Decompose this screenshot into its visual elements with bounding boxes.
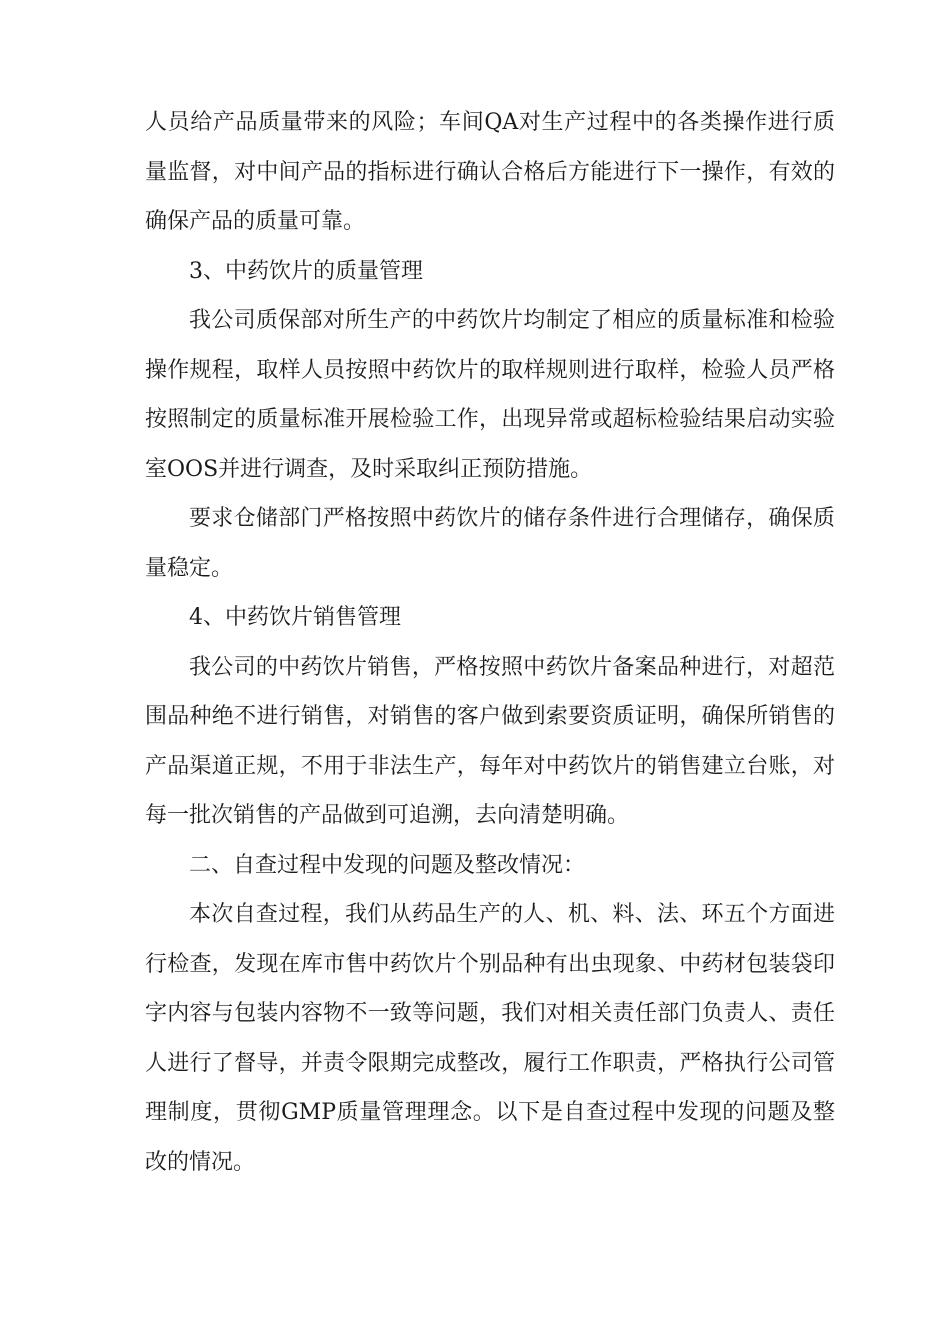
document-body: [145, 98, 835, 1187]
paragraph-quality-standards: 我公司质保部对所生产的中药饮片均制定了相应的质量标准和检验操作规程，取样人员按照中药饮片的取样规则进行取样，检验人员严格按照制定的质量标准开展检验工作，出现异常或超标检验结果启动实验室OOS并进行调查，及时采取纠正预防措施。: [145, 308, 835, 482]
section-heading-issues-rectification: 二、自查过程中发现的问题及整改情况：: [189, 852, 586, 878]
section-heading-sales-management: 4、中药饮片销售管理: [189, 605, 401, 630]
paragraph-qa-supervision: 人员给产品质量带来的风险；车间QA对生产过程中的各类操作进行质量监督，对中间产品的指标进行确认合格后方能进行下一操作，有效的确保产品的质量可靠。: [145, 110, 835, 234]
paragraph-sales-management: 我公司的中药饮片销售，严格按照中药饮片备案品种进行，对超范围品种绝不进行销售，对销售的客户做到索要资质证明，确保所销售的产品渠道正规，不用于非法生产，每年对中药饮片的销售建立台账，对每一批次销售的产品做到可追溯，去向清楚明确。: [145, 654, 835, 828]
paragraph-self-inspection: 本次自查过程，我们从药品生产的人、机、料、法、环五个方面进行检查，发现在库市售中药饮片个别品种有出虫现象、中药材包装袋印字内容与包装内容物不一致等问题，我们对相关责任部门负责人、责任人进行了督导，并责令限期完成整改，履行工作职责，严格执行公司管理制度，贯彻GMP质量管理理念。以下是自查过程中发现的问题及整改的情况。: [145, 902, 835, 1175]
paragraph-storage-requirements: 要求仓储部门严格按照中药饮片的储存条件进行合理储存，确保质量稳定。: [145, 506, 835, 581]
section-heading-quality-management: 3、中药饮片的质量管理: [189, 258, 423, 284]
